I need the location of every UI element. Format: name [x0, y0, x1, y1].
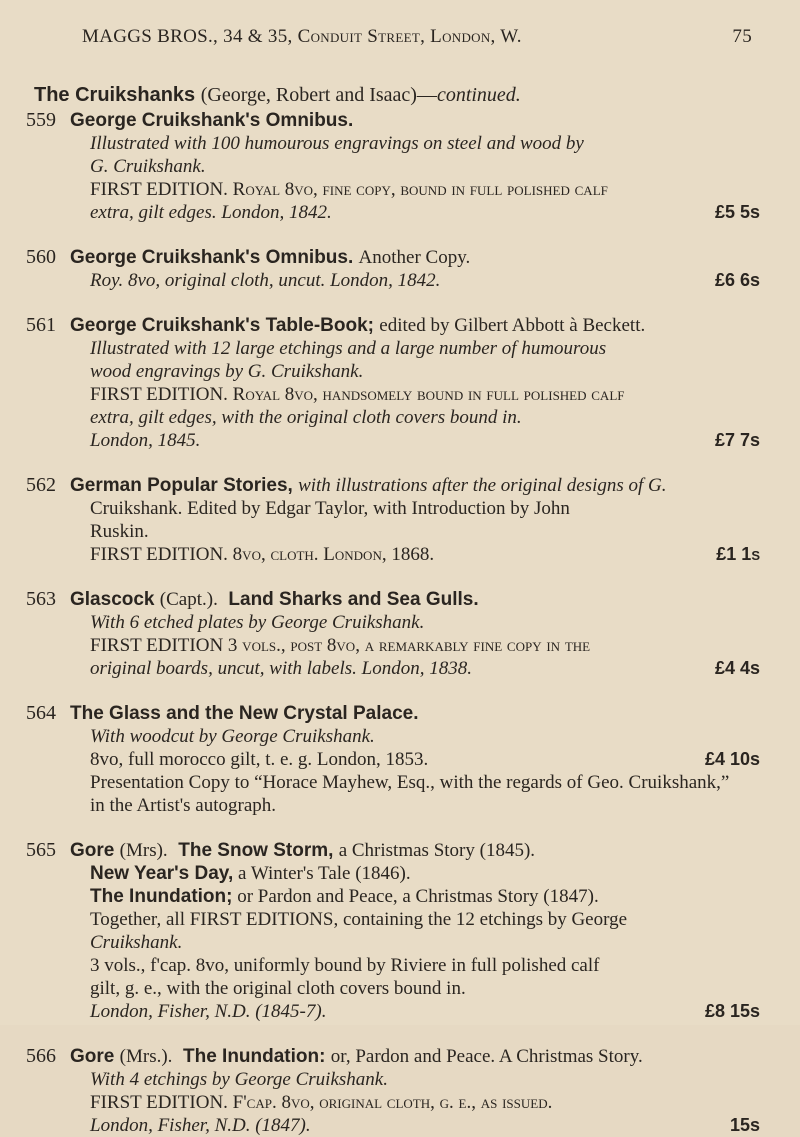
entry-line: FIRST EDITION. Royal 8vo, fine copy, bound in full polished calf — [90, 179, 608, 200]
entry-number: 563 — [26, 588, 56, 610]
entry-price: 15s — [729, 1115, 760, 1135]
catalogue-entry — [26, 588, 760, 680]
entry-line: in the Artist's autograph. — [90, 795, 277, 816]
entry-heading: Gore (Mrs.). The Inundation: or, Pardon and Peace. A Christmas Story. — [70, 1046, 643, 1067]
catalogue-entry — [26, 839, 760, 1023]
entry-heading: Gore (Mrs). The Snow Storm, a Christmas Story (1845). — [70, 840, 536, 861]
entry-line: FIRST EDITION 3 vols., post 8vo, a remarkably fine copy in the — [90, 635, 591, 656]
entry-price: £8 15s — [704, 1001, 760, 1021]
section-heading — [26, 84, 760, 107]
entry-number: 559 — [26, 109, 56, 131]
entry-line: With woodcut by George Cruikshank. — [90, 726, 375, 747]
entry-number: 560 — [26, 246, 56, 268]
entry-price: £4 4s — [714, 658, 760, 678]
entry-number: 564 — [26, 702, 56, 724]
entry-line: Presentation Copy to “Horace Mayhew, Esq., with the regards of Geo. Cruikshank,” — [90, 772, 730, 793]
entry-line: The Inundation; or Pardon and Peace, a Christmas Story (1847). — [90, 886, 599, 907]
page-header — [26, 26, 760, 48]
entry-line: London, Fisher, N.D. (1845-7). £8 15s — [90, 1001, 760, 1022]
entry-line: 3 vols., f'cap. 8vo, uniformly bound by Riviere in full polished calf — [90, 955, 600, 976]
entry-line: wood engravings by G. Cruikshank. — [90, 361, 364, 382]
page-number: 75 — [732, 26, 752, 47]
entry-price: £1 1s — [716, 544, 760, 564]
entry-line: G. Cruikshank. — [90, 156, 206, 177]
entry-line: original boards, uncut, with labels. London, 1838. £4 4s — [90, 658, 760, 679]
entry-line: Ruskin. — [90, 521, 149, 542]
entry-line: extra, gilt edges, with the original cloth covers bound in. — [90, 407, 522, 428]
section-detail: (George, Robert and Isaac)—continued. — [200, 84, 521, 106]
entry-number: 566 — [26, 1045, 56, 1067]
entry-number: 561 — [26, 314, 56, 336]
entry-line: gilt, g. e., with the original cloth covers bound in. — [90, 978, 466, 999]
entry-heading: George Cruikshank's Table-Book; edited by Gilbert Abbott à Beckett. — [70, 315, 646, 336]
header-title: MAGGS BROS., 34 & 35, Conduit Street, London, W. — [82, 26, 522, 47]
entry-line: Cruikshank. Edited by Edgar Taylor, with Introduction by John — [90, 498, 570, 519]
entry-line: With 6 etched plates by George Cruikshank. — [90, 612, 425, 633]
entry-price: £7 7s — [714, 430, 760, 450]
section-name: The Cruikshanks — [34, 84, 196, 106]
entry-line: New Year's Day, a Winter's Tale (1846). — [90, 863, 411, 884]
entry-line: With 4 etchings by George Cruikshank. — [90, 1069, 388, 1090]
entry-number: 565 — [26, 839, 56, 861]
entry-price: £6 6s — [714, 270, 760, 290]
entry-line: 8vo, full morocco gilt, t. e. g. London, 1853. £4 10s — [90, 749, 760, 770]
catalogue-entry — [26, 314, 760, 452]
catalogue-entry — [26, 474, 760, 566]
entry-price: £5 5s — [714, 202, 760, 222]
catalogue-entry — [26, 109, 760, 224]
entry-line: London, 1845. £7 7s — [90, 430, 760, 451]
entry-price: £4 10s — [704, 749, 760, 769]
catalogue-entry — [26, 702, 760, 817]
entry-heading: George Cruikshank's Omnibus. Another Copy. — [70, 247, 471, 268]
entry-line: Together, all FIRST EDITIONS, containing the 12 etchings by George — [90, 909, 628, 930]
entry-line: FIRST EDITION. Royal 8vo, handsomely bound in full polished calf — [90, 384, 625, 405]
entry-heading: German Popular Stories, with illustrations after the original designs of G. — [70, 475, 667, 496]
entry-heading: The Glass and the New Crystal Palace. — [70, 703, 419, 724]
entry-line: Illustrated with 12 large etchings and a large number of humourous — [90, 338, 607, 359]
entry-line: FIRST EDITION. F'cap. 8vo, original cloth, g. e., as issued. — [90, 1092, 553, 1113]
catalogue-entry — [26, 246, 760, 292]
entry-line: extra, gilt edges. London, 1842. £5 5s — [90, 202, 760, 223]
entry-line: London, Fisher, N.D. (1847). 15s — [90, 1115, 760, 1136]
catalogue-entry — [26, 1045, 760, 1137]
entry-line: Cruikshank. — [90, 932, 183, 953]
entry-number: 562 — [26, 474, 56, 496]
entry-heading: Glascock (Capt.). Land Sharks and Sea Gulls. — [70, 589, 479, 610]
entry-line: Roy. 8vo, original cloth, uncut. London, 1842. £6 6s — [90, 270, 760, 291]
entry-line: Illustrated with 100 humourous engravings on steel and wood by — [90, 133, 584, 154]
entry-heading: George Cruikshank's Omnibus. — [70, 110, 354, 131]
entry-line: FIRST EDITION. 8vo, cloth. London, 1868. £1 1s — [90, 544, 760, 565]
